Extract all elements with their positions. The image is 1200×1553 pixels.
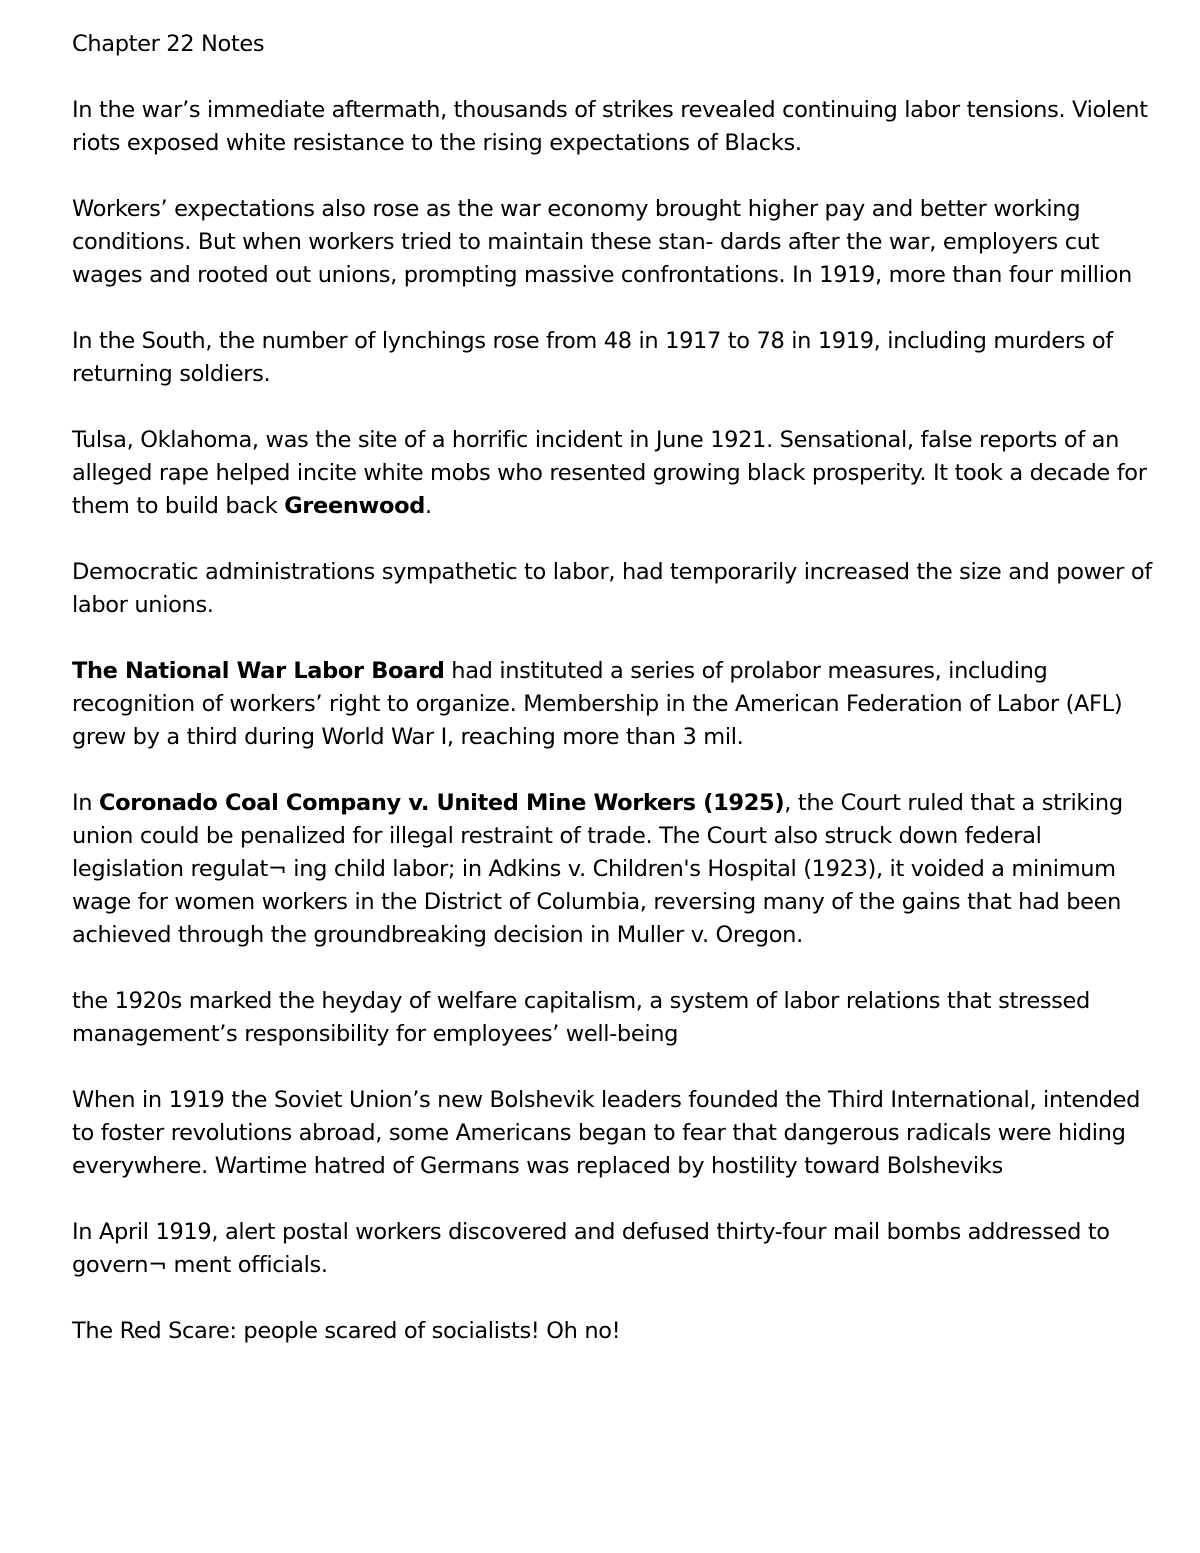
document-page [72,28,1152,1381]
paragraph-democratic-administrations: Democratic administrations sympathetic to labor, had temporarily increased the size and power of labor unions. [72,559,1152,618]
greenwood-bold: Greenwood [284,493,425,519]
coronado-case-bold: Coronado Coal Company v. United Mine Workers (1925) [99,790,785,816]
war-labor-board-bold: The National War Labor Board [72,658,445,684]
paragraph-bolsheviks: When in 1919 the Soviet Union’s new Bolshevik leaders founded the Third International, intended to foster revolutions abroad, some Americans began to fear that dangerous radicals were hiding everywhere. Wartime hatred of Germans was replaced by hostility toward Bolsheviks [72,1087,1141,1179]
paragraph-mail-bombs: In April 1919, alert postal workers discovered and defused thirty-four mail bombs addressed to govern¬ ment officials. [72,1219,1110,1278]
paragraph-coronado-coal [72,787,1152,952]
document-title: Chapter 22 Notes [72,31,265,57]
war-labor-board-text: had instituted a series of prolabor measures, including recognition of workers’ right to organize. Membership in the American Federation of Labor (AFL) grew by a third during World War I, reaching more than 3 mil. [72,658,1123,750]
paragraph-red-scare: The Red Scare: people scared of socialists! Oh no! [72,1318,621,1344]
paragraph-tulsa [72,424,1152,523]
paragraph-workers-expectations: Workers’ expectations also rose as the war economy brought higher pay and better working conditions. But when workers tried to maintain these stan- dards after the war, employers cut wages and rooted out unions, prompting massive confrontations. In 1919, more than four million [72,196,1132,288]
paragraph-welfare-capitalism: the 1920s marked the heyday of welfare capitalism, a system of labor relations that stressed management’s responsibility for employees’ well-being [72,988,1090,1047]
paragraph-war-aftermath: In the war’s immediate aftermath, thousands of strikes revealed continuing labor tensions. Violent riots exposed white resistance to the rising expectations of Blacks. [72,97,1148,156]
tulsa-end: . [424,493,432,519]
paragraph-war-labor-board [72,655,1152,754]
paragraph-lynchings: In the South, the number of lynchings rose from 48 in 1917 to 78 in 1919, including murders of returning soldiers. [72,328,1113,387]
coronado-prefix: In [72,790,99,816]
coronado-text: , the Court ruled that a striking union could be penalized for illegal restraint of trade. The Court also struck down federal legislation regulat¬ ing child labor; in Adkins v. Children's Hospital (1923), it voided a minimum wage for women workers in the District of Columbia, reversing many of the gains that had been achieved through the groundbreaking decision in Muller v. Oregon. [72,790,1123,948]
tulsa-text: Tulsa, Oklahoma, was the site of a horrific incident in June 1921. Sensational, false reports of an alleged rape helped incite white mobs who resented growing black prosperity. It took a decade for them to build back [72,427,1147,519]
